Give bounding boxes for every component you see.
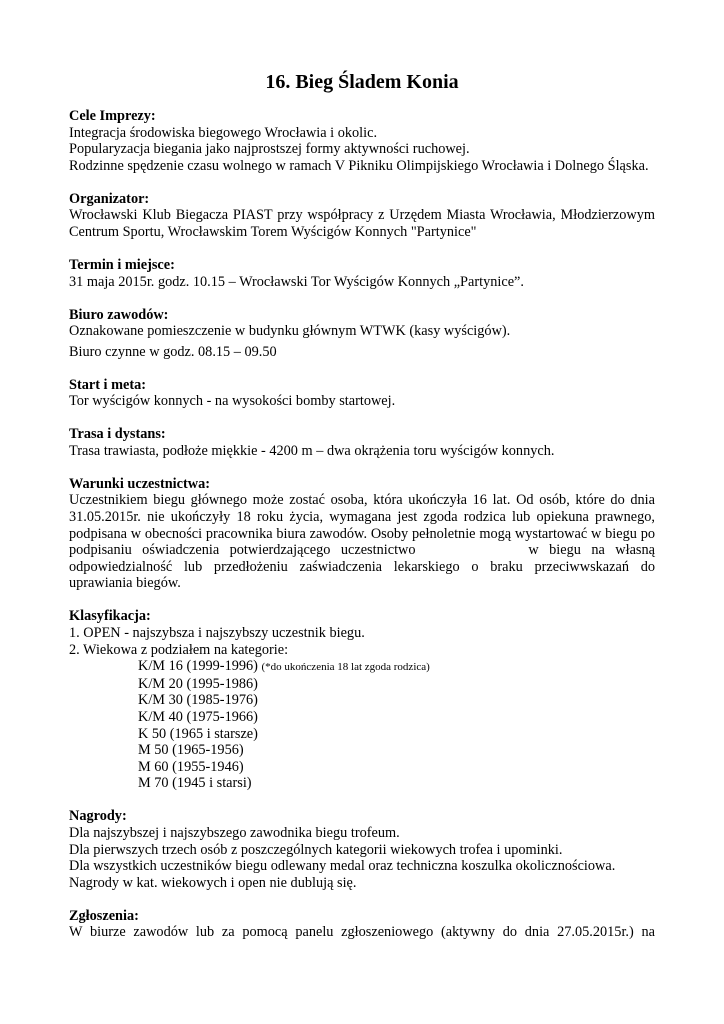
section-heading: Trasa i dystans: xyxy=(69,426,166,443)
document-title: 16. Bieg Śladem Konia xyxy=(265,71,459,93)
section-termin xyxy=(69,257,655,290)
paragraph-line: Tor wyścigów konnych - na wysokości bomby startowej. xyxy=(69,393,396,410)
section-nagrody xyxy=(69,808,655,891)
category-label: K/M 16 (1999-1996) xyxy=(138,658,258,675)
section-heading: Zgłoszenia: xyxy=(69,907,139,924)
category-item: K 50 (1965 i starsze) xyxy=(138,725,258,742)
section-zgloszenia xyxy=(69,908,655,941)
section-heading: Warunki uczestnictwa: xyxy=(69,475,210,492)
paragraph-line: Biuro czynne w godz. 08.15 – 09.50 xyxy=(69,343,277,360)
paragraph-part: w biegu na własną odpowiedzialność lub przedłożeniu zaświadczenia lekarskiego o braku przeciwwskazań do uprawiania biegów. xyxy=(69,542,655,592)
section-klasyfikacja xyxy=(69,608,655,792)
paragraph-part: Uczestnikiem biegu głównego może zostać osoba, która ukończyła 16 lat. Od osób, które do dnia 31.05.2015r. nie ukończyły 18 roku życia, wymagana jest zgoda rodzica lub opiekuna prawnego, podpisana w obecności pracownika biura zawodów. Osoby pełnoletnie mogą wystartować w biegu po podpisaniu oświadczenia potwierdzającego uczestnictwo xyxy=(69,492,655,559)
paragraph-text: Wrocławski Klub Biegacza PIAST przy współpracy z Urzędem Miasta Wrocławia, Młodzierzowym Centrum Sportu, Wrocławskim Torem Wyścigów Konnych "Partynice" xyxy=(69,207,655,240)
document-body xyxy=(69,108,655,957)
list-item: 1. OPEN - najszybsza i najszybszy uczestnik biegu. xyxy=(69,624,365,641)
section-heading: Cele Imprezy: xyxy=(69,108,156,124)
section-heading: Nagrody: xyxy=(69,808,127,825)
category-note: (*do ukończenia 18 lat zgoda rodzica) xyxy=(261,661,430,674)
category-item: M 60 (1955-1946) xyxy=(138,758,244,775)
paragraph-text: Rodzinne spędzenie czasu wolnego w ramach V Pikniku Olimpijskiego Wrocławia i Dolnego Śląska. xyxy=(69,157,649,174)
section-biuro xyxy=(69,307,655,361)
section-warunki xyxy=(69,476,655,592)
paragraph-line: Trasa trawiasta, podłoże miękkie - 4200 m – dwa okrążenia toru wyścigów konnych. xyxy=(69,442,555,459)
paragraph-line: Nagrody w kat. wiekowych i open nie dublują się. xyxy=(69,874,357,891)
section-cele xyxy=(69,108,655,174)
section-heading: Klasyfikacja: xyxy=(69,608,151,625)
section-start xyxy=(69,377,655,410)
category-item: K/M 20 (1995-1986) xyxy=(138,675,258,692)
paragraph-line: Dla wszystkich uczestników biegu odlewany medal oraz techniczna koszulka okolicznościowa. xyxy=(69,858,616,875)
category-item: M 70 (1945 i starsi) xyxy=(138,775,252,792)
section-organizator xyxy=(69,191,655,241)
paragraph-line: Integracja środowiska biegowego Wrocławia i okolic. xyxy=(69,124,378,141)
section-heading: Organizator: xyxy=(69,190,150,207)
paragraph-line: Oznakowane pomieszczenie w budynku głównym WTWK (kasy wyścigów). xyxy=(69,323,511,340)
paragraph-text: W biurze zawodów lub za pomocą panelu zgłoszeniowego (aktywny do dnia 27.05.2015r.) na xyxy=(69,924,655,941)
category-item: K/M 40 (1975-1966) xyxy=(138,708,258,725)
list-item: 2. Wiekowa z podziałem na kategorie: xyxy=(69,641,289,658)
paragraph-line: Dla najszybszej i najszybszego zawodnika biegu trofeum. xyxy=(69,824,400,841)
category-item: M 50 (1965-1956) xyxy=(138,742,244,759)
section-heading: Termin i miejsce: xyxy=(69,256,175,273)
paragraph-line: Dla pierwszych trzech osób z poszczególnych kategorii wiekowych trofea i upominki. xyxy=(69,841,563,858)
section-heading: Biuro zawodów: xyxy=(69,306,169,323)
paragraph-text xyxy=(69,492,655,592)
paragraph-line: 31 maja 2015r. godz. 10.15 – Wrocławski Tor Wyścigów Konnych „Partynice”. xyxy=(69,273,524,290)
category-item xyxy=(69,658,655,676)
section-heading: Start i meta: xyxy=(69,376,147,393)
paragraph-line: Popularyzacja biegania jako najprostszej formy aktywności ruchowej. xyxy=(69,141,470,158)
category-item: K/M 30 (1985-1976) xyxy=(138,692,258,709)
section-trasa xyxy=(69,426,655,459)
